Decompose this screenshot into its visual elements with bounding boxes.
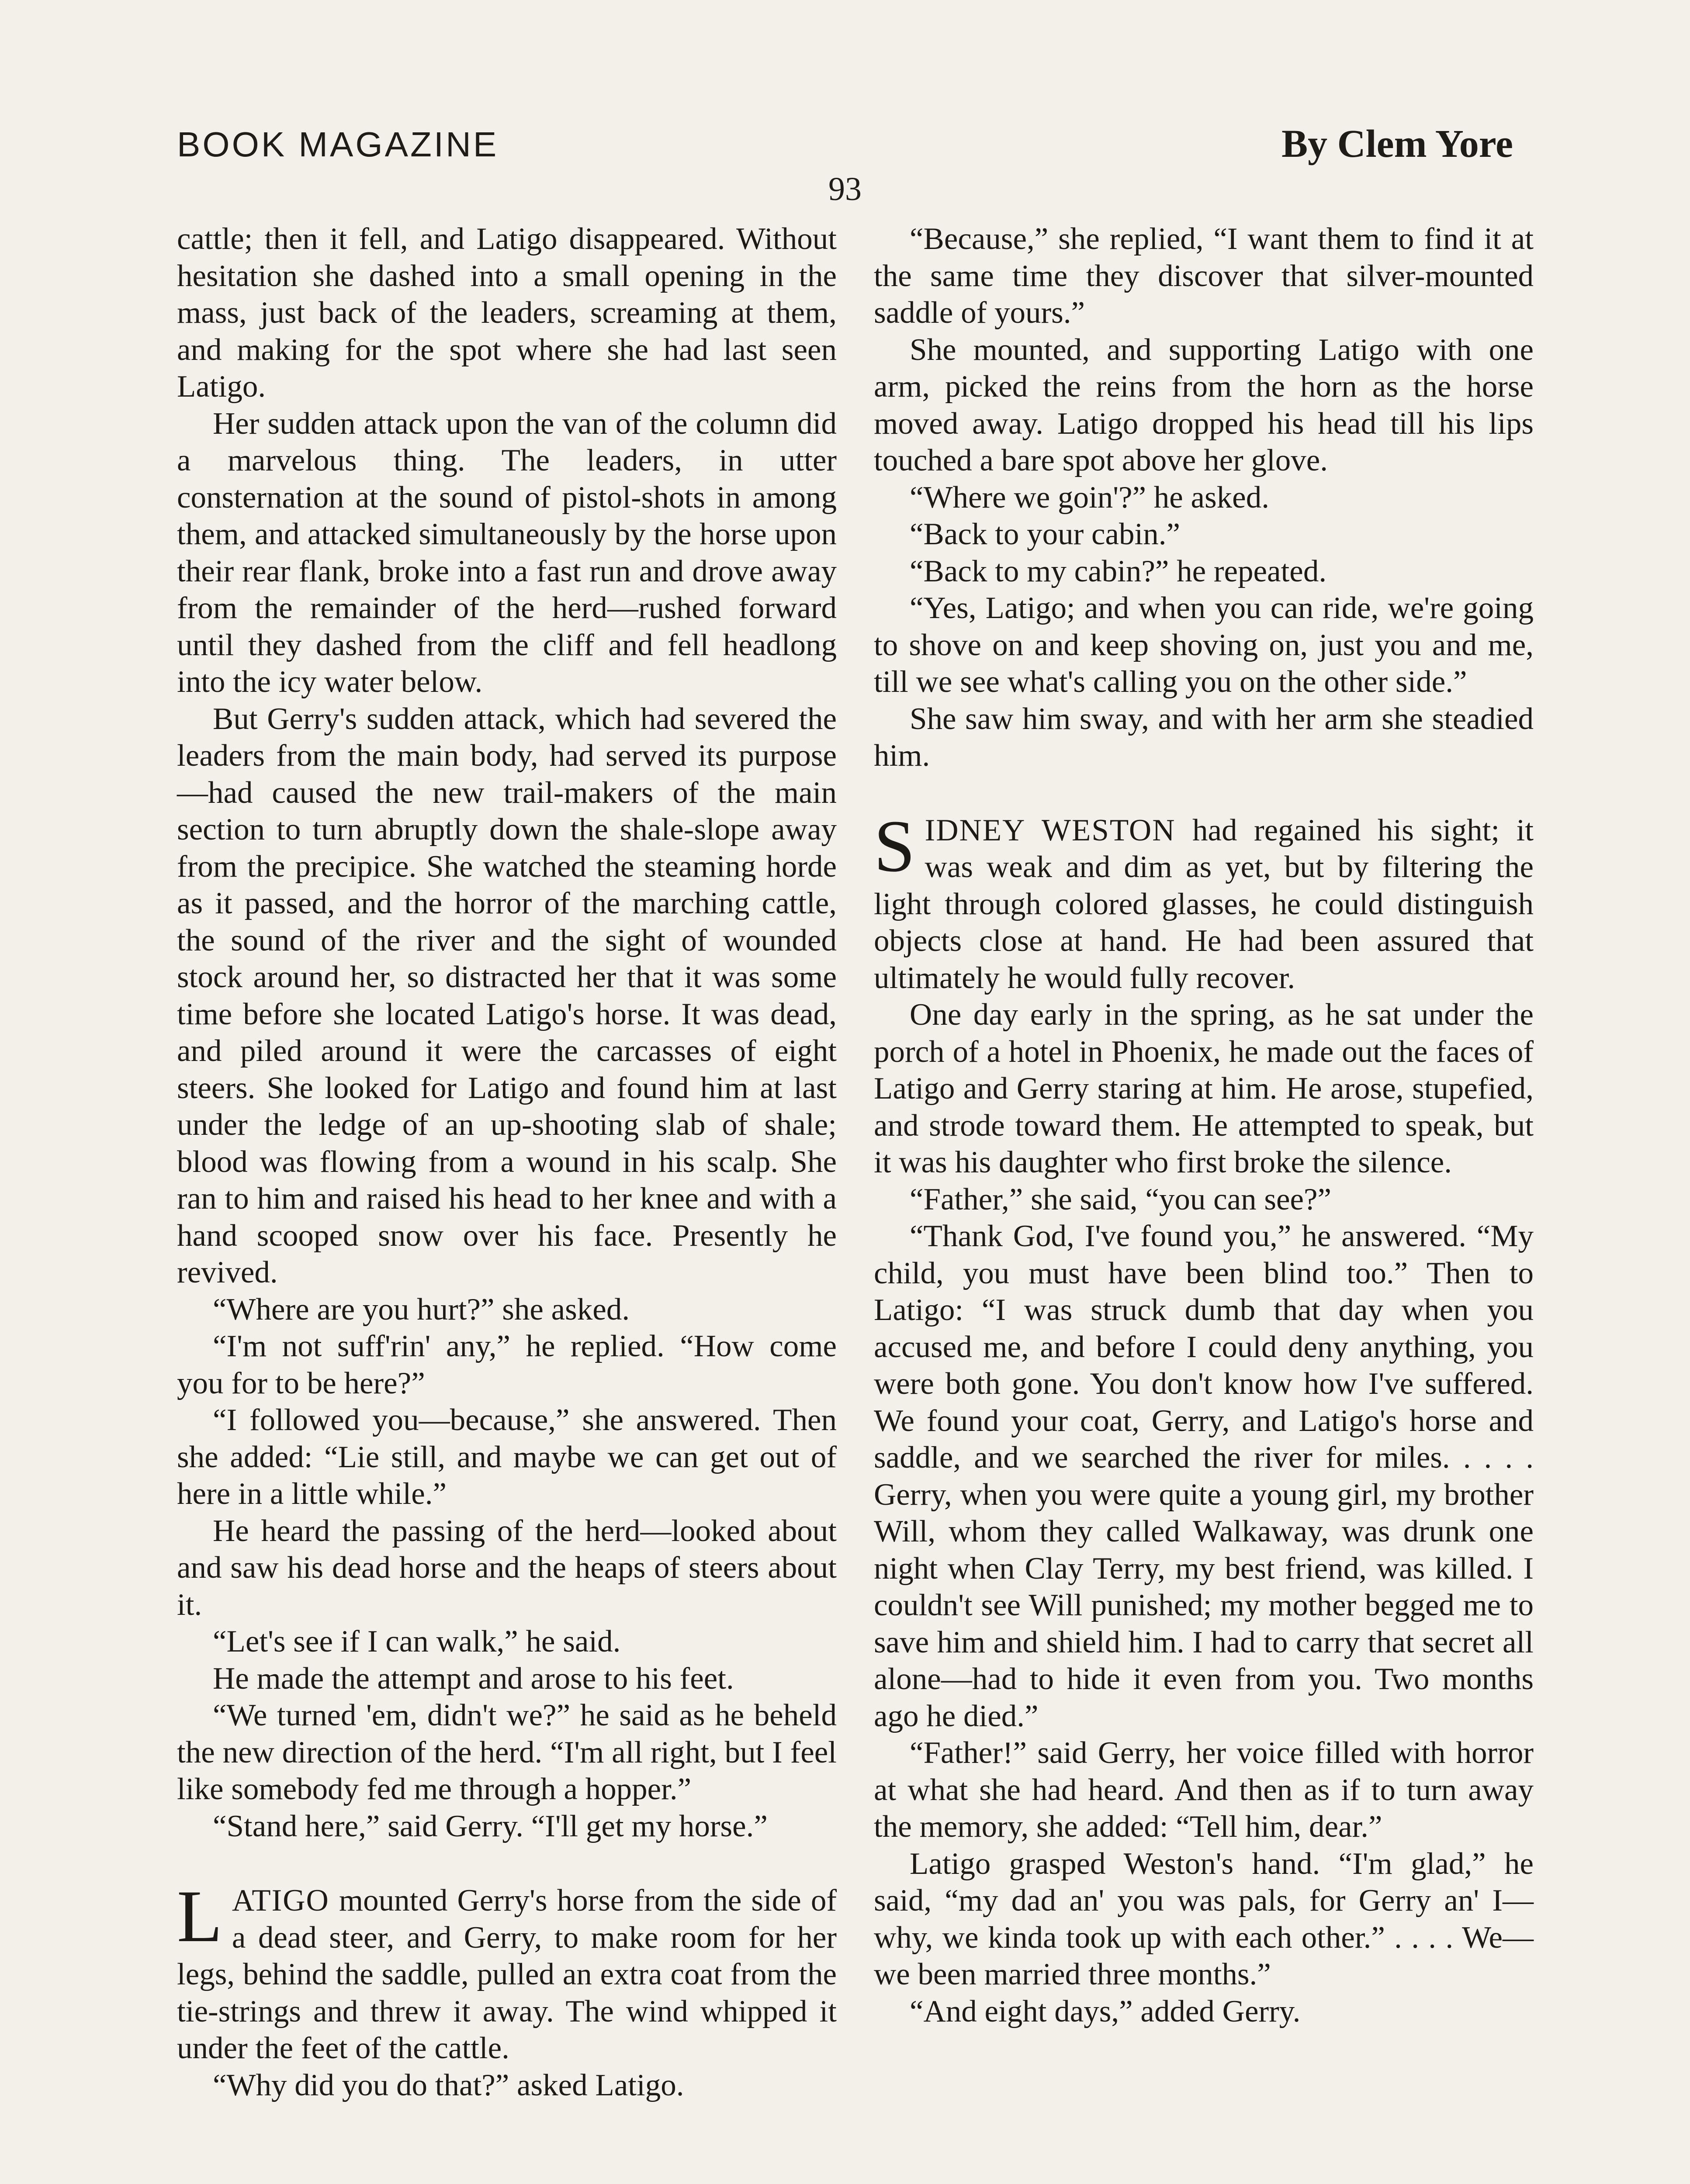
paragraph: “Father,” she said, “you can see?” — [910, 1182, 1332, 1216]
paragraph: He made the attempt and arose to his feet. — [213, 1661, 734, 1696]
right-column — [874, 221, 1534, 2030]
paragraph: “Thank God, I've found you,” he answered. “My child, you must have been blind too.” Then to Latigo: “I was struck dumb that day when you accused me, and before I could deny anything, you were both gone. You don't know how I've suffered. We found your coat, Gerry, and Latigo's horse and saddle, and we searched the river for miles. . . . . Gerry, when you were quite a young girl, my brother Will, whom they called Walkaway, was drunk one night when Clay Terry, my best friend, was killed. I couldn't see Will punished; my mother begged me to save him and shield him. I had to carry that secret all alone—had to hide it even from you. Two months ago he died.” — [874, 1219, 1534, 1733]
paragraph: “I followed you—because,” she answered. Then she added: “Lie still, and maybe we can get out of here in a little while.” — [177, 1403, 837, 1511]
small-caps-lead: IDNEY WESTON — [925, 813, 1176, 847]
section-start-paragraph — [177, 1875, 837, 2067]
left-column — [177, 221, 837, 2104]
drop-cap: S — [874, 805, 915, 887]
paragraph: “Stand here,” said Gerry. “I'll get my horse.” — [213, 1809, 768, 1843]
paragraph: “We turned 'em, didn't we?” he said as he beheld the new direction of the herd. “I'm all right, but I feel like somebody fed me through a hopper.” — [177, 1698, 837, 1806]
paragraph: “Why did you do that?” asked Latigo. — [213, 2068, 684, 2102]
paragraph-text: had regained his sight; it was weak and dim as yet, but by filtering the light through colored glasses, he could distinguish objects close at hand. He had been assured that ultimately he would fully recover. — [874, 813, 1534, 995]
paragraph: “And eight days,” added Gerry. — [910, 1994, 1301, 2028]
paragraph: But Gerry's sudden attack, which had severed the leaders from the main body, had served its purpose—had caused the new trail-makers of the main section to turn abruptly down the shale-slope away from the precipice. She watched the steaming horde as it passed, and the horror of the marching cattle, the sound of the river and the sight of wounded stock around her, so distracted her that it was some time before she located Latigo's horse. It was dead, and piled around it were the carcasses of eight steers. She looked for Latigo and found him at last under the ledge of an up-shooting slab of shale; blood was flowing from a wound in his scalp. She ran to him and raised his head to her knee and with a hand scooped snow over his face. Presently he revived. — [177, 702, 837, 1289]
paragraph: “Father!” said Gerry, her voice filled with horror at what she had heard. And then as if to turn away the memory, she added: “Tell him, dear.” — [874, 1736, 1534, 1844]
drop-cap: L — [177, 1875, 222, 1957]
page-number: 93 — [828, 171, 862, 207]
paragraph: “I'm not suff'rin' any,” he replied. “How come you for to be here?” — [177, 1329, 837, 1400]
paragraph: “Yes, Latigo; and when you can ride, we're going to shove on and keep shoving on, just you and me, till we see what's calling you on the other side.” — [874, 591, 1534, 699]
author-byline: By Clem Yore — [1281, 122, 1513, 166]
paragraph: She saw him sway, and with her arm she steadied him. — [874, 702, 1534, 773]
paragraph: “Where are you hurt?” she asked. — [213, 1292, 630, 1327]
paragraph: He heard the passing of the herd—looked about and saw his dead horse and the heaps of steers about it. — [177, 1514, 837, 1622]
paragraph: She mounted, and supporting Latigo with one arm, picked the reins from the horn as the horse moved away. Latigo dropped his head till his lips touched a bare spot above her glove. — [874, 332, 1534, 477]
publication-title: BOOK MAGAZINE — [177, 125, 499, 164]
section-start-paragraph — [874, 805, 1534, 997]
paragraph: “Because,” she replied, “I want them to find it at the same time they discover that silver-mounted saddle of yours.” — [874, 222, 1534, 330]
small-caps-lead: ATIGO — [232, 1883, 329, 1918]
paragraph: “Where we goin'?” he asked. — [910, 480, 1269, 515]
paragraph-text: mounted Gerry's horse from the side of a dead steer, and Gerry, to make room for her legs, behind the saddle, pulled an extra coat from the tie-strings and threw it away. The wind whipped it under the feet of the cattle. — [177, 1883, 837, 2065]
paragraph: Latigo grasped Weston's hand. “I'm glad,” he said, “my dad an' you was pals, for Gerry an' I—why, we kinda took up with each other.” . . . . We—we been married three months.” — [874, 1846, 1534, 1991]
paragraph: “Let's see if I can walk,” he said. — [213, 1624, 621, 1659]
paragraph: One day early in the spring, as he sat under the porch of a hotel in Phoenix, he made out the faces of Latigo and Gerry staring at him. He arose, stupefied, and strode toward them. He attempted to speak, but it was his daughter who first broke the silence. — [874, 998, 1534, 1179]
paragraph: “Back to your cabin.” — [910, 517, 1181, 551]
paragraph: “Back to my cabin?” he repeated. — [910, 554, 1327, 588]
paragraph: Her sudden attack upon the van of the column did a marvelous thing. The leaders, in utter consternation at the sound of pistol-shots in among them, and attacked simultaneously by the horse upon their rear flank, broke into a fast run and drove away from the remainder of the herd—rushed forward until they dashed from the cliff and fell headlong into the icy water below. — [177, 406, 837, 699]
paragraph: cattle; then it fell, and Latigo disappeared. Without hesitation she dashed into a small opening in the mass, just back of the leaders, screaming at them, and making for the spot where she had last seen Latigo. — [177, 222, 837, 404]
